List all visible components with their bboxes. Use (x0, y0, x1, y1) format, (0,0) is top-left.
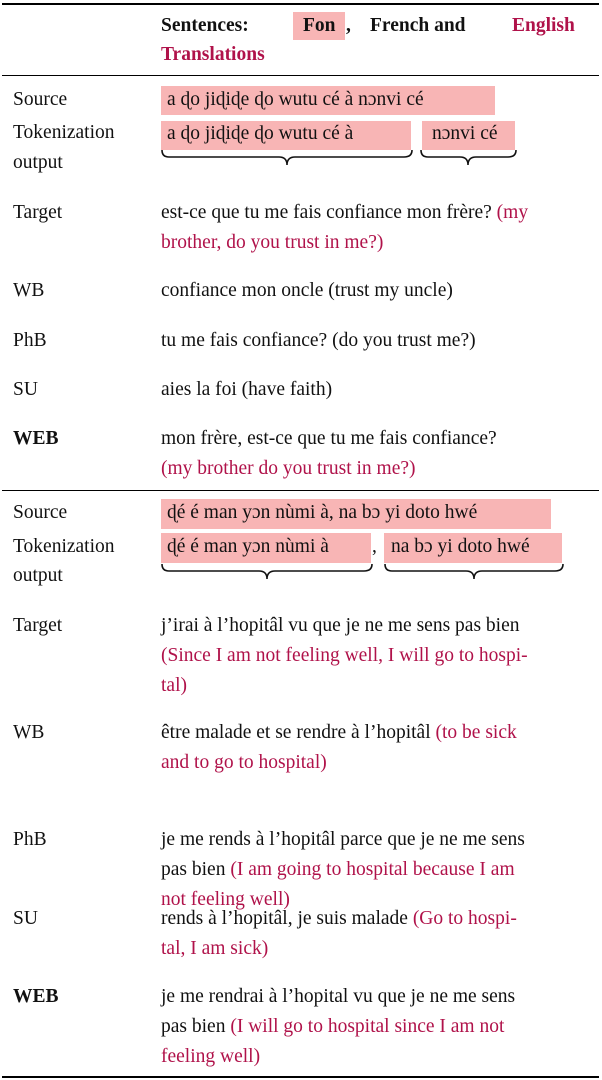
label-web: WEB (13, 986, 59, 1007)
wb-english-cont: and to go to hospital) (161, 752, 327, 773)
su-cell (161, 904, 591, 964)
token-separator: , (372, 536, 377, 557)
source-sentence: ɖé é man yɔn nùmi à, na bɔ yi doto hwé (167, 502, 478, 523)
header-english: English (512, 15, 575, 36)
token-1: ɖé é man yɔn nùmi à (167, 536, 329, 557)
token-2: nɔnvi cé (432, 123, 498, 144)
label-wb: WB (13, 280, 45, 301)
web-french: mon frère, est-ce que tu me fais confiance? (161, 428, 497, 449)
label-tokenization: Tokenization (13, 122, 115, 143)
token-2-brace (384, 563, 564, 583)
wb-cell: confiance mon oncle (trust my uncle) (161, 280, 453, 301)
target-english-cont: tal) (161, 675, 187, 696)
label-target: Target (13, 202, 63, 223)
label-wb: WB (13, 722, 45, 743)
label-target: Target (13, 615, 63, 636)
header-rule (2, 75, 599, 76)
web-english: (I will go to hospital since I am not (230, 1016, 505, 1037)
section-divider-rule (2, 490, 599, 491)
token-2: na bɔ yi doto hwé (391, 536, 530, 557)
target-french: j’irai à l’hopitâl vu que je ne me sens pas bien (161, 615, 520, 636)
table-top-rule (2, 3, 599, 5)
target-cell (161, 611, 591, 701)
label-tokenization: Tokenization (13, 536, 115, 557)
header-lead: Sentences: (161, 15, 249, 36)
phb-english: (I am going to hospital because I am (230, 859, 515, 880)
su-french: rends à l’hopitâl, je suis malade (161, 908, 408, 929)
target-english: (Since I am not feeling well, I will go to hospi- (161, 645, 528, 666)
label-su: SU (13, 379, 38, 400)
su-cell: aies la foi (have faith) (161, 379, 333, 400)
su-english-cont: tal, I am sick) (161, 938, 269, 959)
web-french: je me rendrai à l’hopital vu que je ne me sens (161, 986, 516, 1007)
token-1-brace (161, 149, 413, 169)
phb-cell: tu me fais confiance? (do you trust me?) (161, 330, 476, 351)
label-source: Source (13, 89, 68, 110)
su-english: (Go to hospi- (412, 908, 517, 929)
header-fon: Fon (303, 15, 336, 36)
header-sep: , (346, 15, 351, 36)
web-english: (my brother do you trust in me?) (161, 458, 416, 479)
token-2-brace (420, 149, 517, 169)
token-1-brace (161, 563, 373, 583)
label-phb: PhB (13, 829, 47, 850)
wb-english: (to be sick (435, 722, 517, 743)
web-french-cont: pas bien (161, 1016, 226, 1037)
label-output: output (13, 152, 63, 173)
phb-cell (161, 825, 591, 915)
phb-french-cont: pas bien (161, 859, 226, 880)
target-cell (161, 198, 591, 258)
header-translations: Translations (161, 44, 265, 65)
table-bottom-rule (2, 1076, 599, 1078)
web-cell (161, 424, 591, 484)
source-sentence: a ɖo jiɖiɖe ɖo wutu cé à nɔnvi cé (167, 89, 424, 110)
token-1: a ɖo jiɖiɖe ɖo wutu cé à (167, 123, 354, 144)
web-english-cont: feeling well) (161, 1046, 261, 1067)
target-french: est-ce que tu me fais confiance mon frère? (161, 202, 492, 223)
label-web: WEB (13, 428, 59, 449)
web-cell (161, 982, 591, 1072)
label-output: output (13, 565, 63, 586)
target-english-cont: brother, do you trust in me?) (161, 232, 384, 253)
label-su: SU (13, 908, 38, 929)
phb-french: je me rends à l’hopitâl parce que je ne me sens (161, 829, 525, 850)
label-phb: PhB (13, 330, 47, 351)
wb-cell (161, 718, 591, 778)
wb-french: être malade et se rendre à l’hopitâl (161, 722, 431, 743)
header-french-and: French and (370, 15, 466, 36)
target-english: (my (496, 202, 529, 223)
phb-english-cont: not feeling well) (161, 889, 290, 910)
label-source: Source (13, 502, 68, 523)
